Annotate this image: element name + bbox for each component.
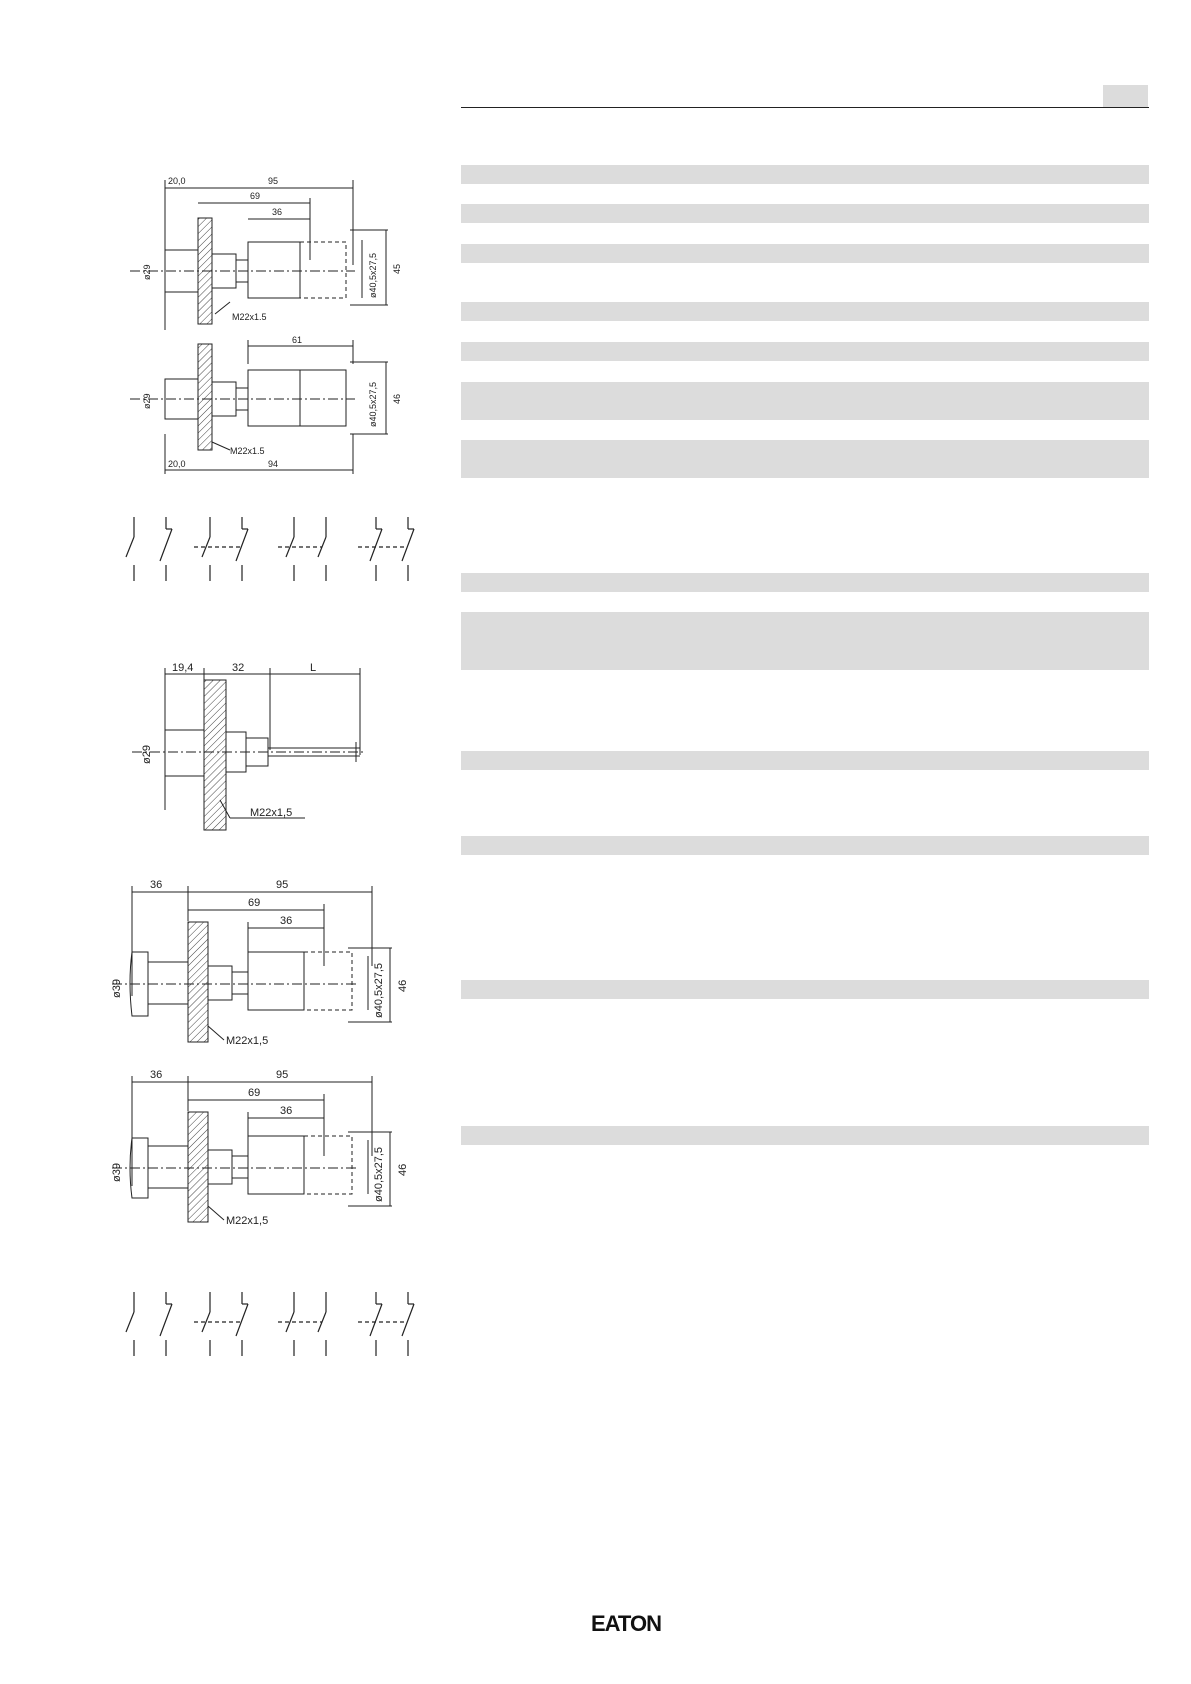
table-band: [461, 302, 1149, 321]
thread-label: M22x1,5: [250, 807, 293, 819]
dim-label: 20,0: [168, 176, 186, 186]
dimension-drawing-flush-button: [120, 170, 420, 335]
dim-label: 45: [392, 263, 402, 274]
dimension-drawing-actuator: [120, 660, 380, 840]
table-band: [461, 204, 1149, 223]
dim-label: ø29: [141, 745, 153, 764]
thread-label: M22x1,5: [226, 1215, 269, 1227]
dim-label: 46: [397, 1163, 409, 1176]
table-band: [461, 382, 1149, 420]
dim-label: ø29: [142, 264, 152, 280]
dim-label: ø40,5x27,5: [373, 1146, 385, 1202]
thread-label: M22x1.5: [230, 446, 265, 456]
dim-label: 94: [268, 459, 279, 469]
dim-label: 61: [292, 335, 303, 345]
table-band: [461, 980, 1149, 999]
dim-label: 20,0: [168, 459, 186, 469]
dim-label: ø39: [111, 979, 123, 998]
dim-label: 36: [272, 207, 283, 217]
dim-label: ø40,5x27,5: [373, 962, 385, 1018]
dim-label: 95: [268, 176, 279, 186]
dim-label: 36: [150, 879, 163, 891]
dim-label: ø40,5x27,5: [368, 252, 378, 298]
dim-label: 19,4: [172, 662, 194, 674]
table-band: [461, 244, 1149, 263]
header-rule: [461, 107, 1149, 108]
dimension-drawing-mushroom-button: [108, 876, 428, 1046]
table-band: [461, 342, 1149, 361]
table-band: [461, 440, 1149, 478]
dim-label: 36: [150, 1069, 163, 1081]
eaton-logo: [591, 1609, 661, 1637]
dim-label: 69: [248, 1087, 261, 1099]
dim-label: 95: [276, 879, 289, 891]
dim-label: ø39: [111, 1163, 123, 1182]
table-band: [461, 1126, 1149, 1145]
dimension-drawing-extended-button: [120, 334, 420, 479]
table-band: [461, 751, 1149, 770]
thread-label: M22x1.5: [232, 312, 267, 322]
table-band: [461, 612, 1149, 670]
dim-label: 36: [280, 915, 293, 927]
dim-label: L: [310, 662, 317, 674]
dim-label: 69: [250, 191, 261, 201]
dim-label: 36: [280, 1105, 293, 1117]
dim-label: 95: [276, 1069, 289, 1081]
dim-label: 69: [248, 897, 261, 909]
dimension-drawing-mushroom-button-alt: [108, 1066, 428, 1236]
dim-label: 46: [392, 393, 402, 404]
contact-symbols: [120, 515, 430, 585]
dim-label: ø29: [142, 393, 152, 409]
thread-label: M22x1,5: [226, 1035, 269, 1047]
dim-label: ø40,5x27,5: [368, 381, 378, 427]
dim-label: 32: [232, 662, 245, 674]
dim-label: 46: [397, 979, 409, 992]
logo-text: EATON: [591, 1611, 661, 1636]
page-number-tab: [1103, 85, 1148, 107]
contact-symbols: [120, 1290, 430, 1360]
table-band: [461, 836, 1149, 855]
table-band: [461, 165, 1149, 184]
table-band: [461, 573, 1149, 592]
